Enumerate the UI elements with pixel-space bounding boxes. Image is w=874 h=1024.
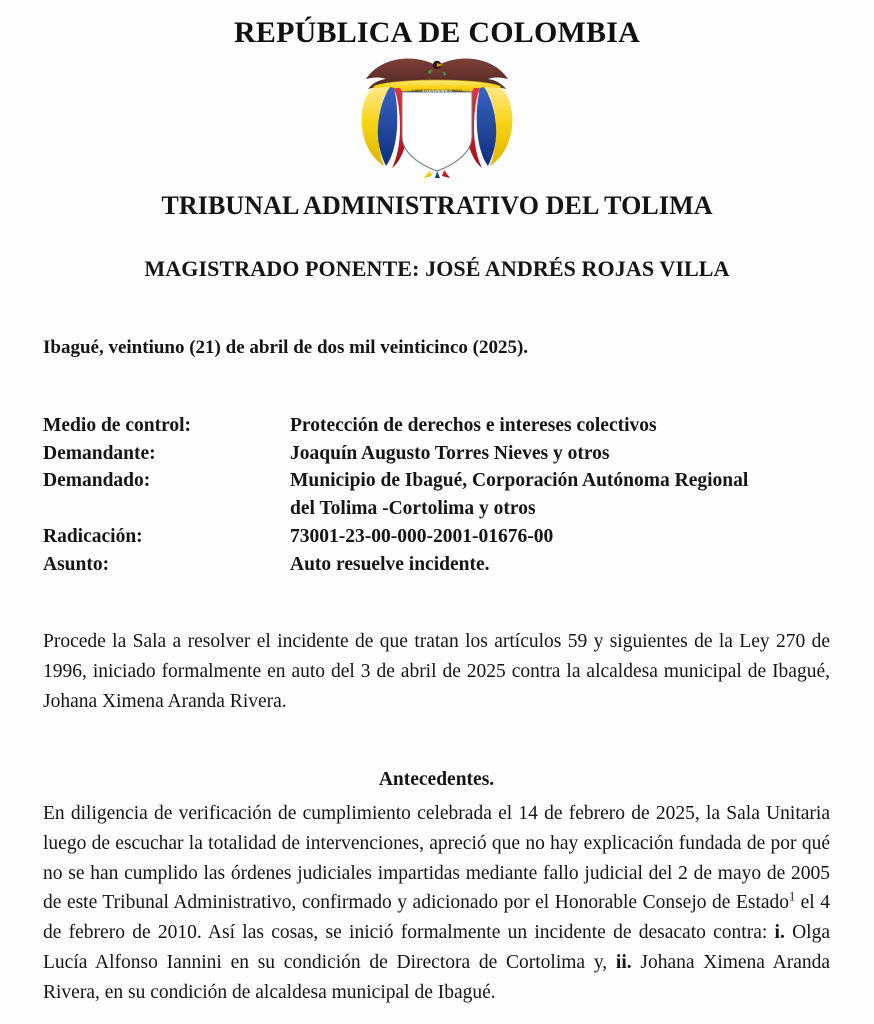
shield-border (402, 92, 472, 171)
metadata-label: Asunto: (43, 553, 110, 575)
court-name-heading: TRIBUNAL ADMINISTRATIVO DEL TOLIMA (161, 190, 713, 220)
colombia-coat-of-arms-icon (344, 52, 530, 178)
place-and-date: Ibagué, veintiuno (21) de abril de dos mil veinticinco (2025). (43, 337, 529, 359)
antecedentes-text-part-2: el 4 de febrero de 2010. Así las cosas, se inició formalmente un incidente de desacato contra: (43, 892, 830, 944)
list-marker-i: i. (774, 922, 785, 944)
metadata-label: Radicación: (43, 525, 143, 547)
footnote-marker[interactable]: 1 (789, 889, 796, 904)
section-heading-antecedentes: Antecedentes. (378, 768, 495, 790)
metadata-row-medio-de-control (43, 412, 830, 440)
magistrate-heading: MAGISTRADO PONENTE: JOSÉ ANDRÉS ROJAS VILLA (144, 256, 730, 282)
metadata-label: Medio de control: (43, 415, 192, 437)
emblem-container (0, 52, 874, 178)
metadata-value: Auto resuelve incidente. (290, 553, 490, 575)
metadata-label: Demandado: (43, 470, 151, 492)
page-title: REPÚBLICA DE COLOMBIA (234, 16, 640, 49)
paragraph-introduction: Procede la Sala a resolver el incidente de que tratan los artículos 59 y siguientes de la Ley 270 de 1996, iniciado formalmente en auto del 3 de abril de 2025 contra la alcaldesa municipal de Ibagué, Johana Ximena Aranda Rivera. (43, 631, 830, 712)
metadata-value: Joaquín Augusto Torres Nieves y otros (290, 442, 610, 464)
metadata-value: 73001-23-00-000-2001-01676-00 (290, 525, 554, 547)
metadata-value-continuation: del Tolima -Cortolima y otros (290, 498, 536, 520)
antecedentes-text-part-1: En diligencia de verificación de cumplimiento celebrada el 14 de febrero de 2025, la Sala Unitaria luego de escuchar la totalidad de intervenciones, apreció que no hay explicación fundada de por qué no se han cumplido las órdenes judiciales impartidas mediante fallo judicial del 2 de mayo de 2005 de este Tribunal Administrativo, confirmado y adicionado por el Honorable Consejo de Estado (43, 802, 830, 914)
paragraph-antecedentes (43, 793, 830, 1008)
case-metadata-block (43, 360, 830, 578)
ribbon-tail-yellow (424, 170, 432, 178)
list-item-i-text: Olga Lucía Alfonso Iannini en su condición de Directora de Cortolima y, (43, 922, 830, 974)
ribbon-tail-blue (435, 171, 440, 178)
ribbon-tail-red (442, 170, 450, 178)
metadata-label: Demandante: (43, 442, 156, 464)
metadata-row-demandante (43, 440, 830, 468)
list-marker-ii: ii. (615, 952, 632, 974)
metadata-row-asunto (43, 551, 830, 579)
metadata-row-radicacion (43, 523, 830, 551)
metadata-row-demandado (43, 467, 830, 495)
list-item-ii-text: Johana Ximena Aranda Rivera, en su condición de alcaldesa municipal de Ibagué. (43, 952, 830, 1003)
metadata-value: Protección de derechos e intereses colectivos (290, 415, 657, 437)
document-content (0, 281, 874, 1008)
metadata-value: Municipio de Ibagué, Corporación Autónoma Regional (290, 470, 749, 492)
